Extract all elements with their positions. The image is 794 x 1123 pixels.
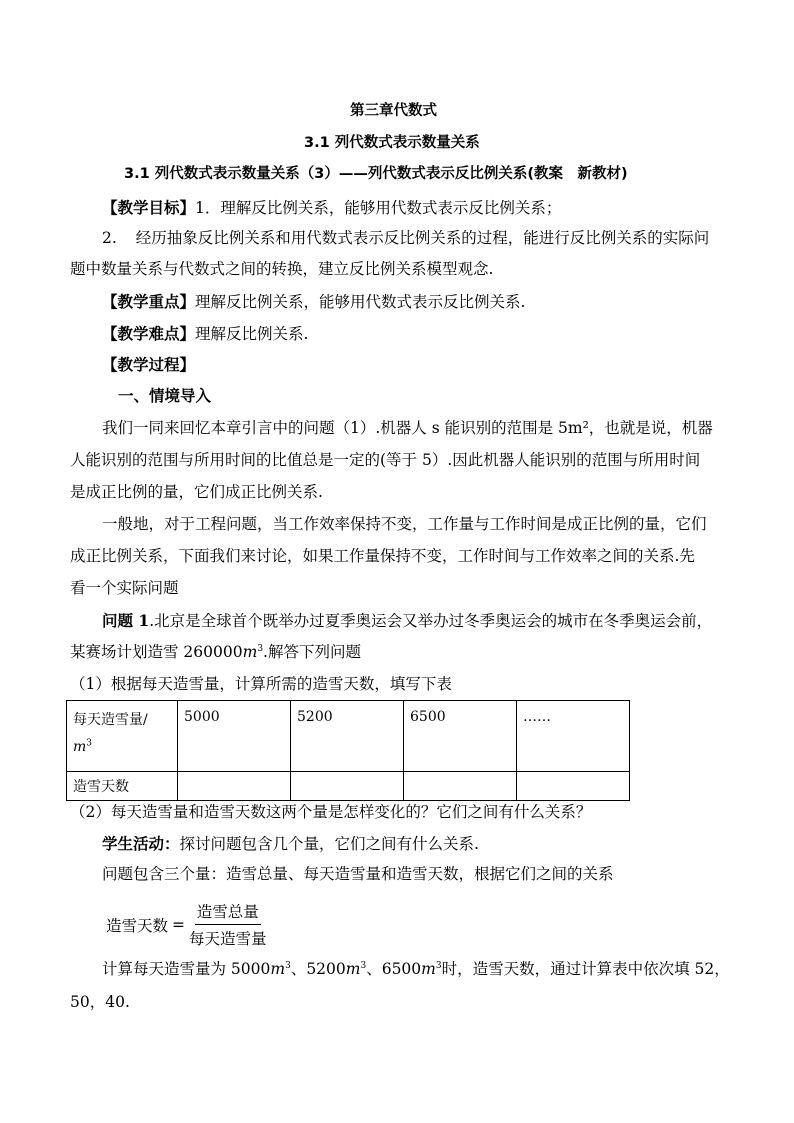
formula-lhs: 造雪天数	[106, 916, 169, 935]
difficulty-label: 【教学难点】	[102, 324, 196, 343]
table-row	[67, 701, 630, 772]
calc-unit: m	[345, 960, 361, 978]
problem-line	[102, 613, 712, 630]
table-empty-cell	[291, 772, 404, 801]
table-empty-cell	[178, 772, 291, 801]
activity-line-2: 问题包含三个量：造雪总量、每天造雪量和造雪天数，根据它们之间的关系	[102, 865, 614, 883]
key-line	[102, 294, 525, 311]
intro-p2-c: 看一个实际问题	[70, 579, 179, 597]
table-cell: 6500	[404, 701, 517, 772]
table-row	[67, 772, 630, 801]
problem-line-b	[70, 645, 361, 661]
difficulty-line	[102, 326, 308, 343]
formula-fraction	[189, 900, 267, 949]
activity-line	[102, 836, 479, 853]
table-empty-cell	[517, 772, 630, 801]
problem-text-b-post: .解答下列问题	[263, 643, 361, 661]
intro-heading: 一、情境导入	[118, 386, 212, 405]
goals-label: 【教学目标】	[102, 198, 196, 217]
goals-item2-text: 经历抽象反比例关系和用代数式表示反比例关系的过程，能进行反比例关系的实际问	[135, 229, 710, 247]
calc-post: 时，造雪天数，通过计算表中依次填 52，	[441, 960, 730, 978]
process-label: 【教学过程】	[102, 355, 196, 374]
calc-line-2: 50，40.	[70, 993, 130, 1011]
calc-unit: m	[270, 960, 286, 978]
formula	[106, 900, 267, 949]
formula-numerator: 造雪总量	[195, 900, 261, 925]
problem-unit: m	[242, 643, 258, 661]
table-header-label: 每天造雪量/	[73, 712, 148, 728]
table-cell: ……	[517, 701, 630, 772]
key-label: 【教学重点】	[102, 292, 196, 311]
key-text: 理解反比例关系，能够用代数式表示反比例关系.	[195, 293, 526, 311]
calc-line	[102, 962, 730, 978]
table-cell: 5000	[178, 701, 291, 772]
section-title: 3.1 列代数式表示数量关系	[304, 135, 480, 151]
table-header-exp: 3	[86, 738, 93, 749]
intro-p2-b: 成正比例关系，下面我们来讨论，如果工作量保持不变，工作时间与工作效率之间的关系.先	[70, 547, 695, 565]
goals-item1: 1．理解反比例关系，能够用代数式表示反比例关系；	[195, 199, 562, 217]
calc-exp: 3	[435, 960, 442, 971]
goals-item2-line	[102, 231, 709, 247]
table-empty-cell	[404, 772, 517, 801]
problem-text-b-pre: 某赛场计划造雪 260000	[70, 643, 243, 661]
table-header-unit: m	[73, 739, 87, 755]
problem-text-a: .北京是全球首个既举办过夏季奥运会又举办过冬季奥运会的城市在冬季奥运会前，	[149, 612, 713, 630]
goals-line	[102, 200, 561, 217]
calc-exp: 3	[285, 960, 291, 971]
intro-p1-b: 人能识别的范围与所用时间的比值总是一定的(等于 5）.因此机器人能识别的范围与所用时间	[70, 451, 701, 469]
question-2: （2）每天造雪量和造雪天数这两个量是怎样变化的？它们之间有什么关系？	[70, 803, 592, 821]
formula-denominator: 每天造雪量	[189, 930, 267, 948]
problem-unit-exp: 3	[257, 643, 264, 654]
calc-v2: 、5200	[290, 960, 346, 978]
snow-table	[66, 700, 630, 801]
intro-p2-a: 一般地，对于工程问题，当工作效率保持不变，工作量与工作时间是成正比例的量，它们	[102, 515, 707, 533]
calc-unit: m	[421, 960, 436, 978]
difficulty-text: 理解反比例关系.	[195, 325, 309, 343]
question-1: （1）根据每天造雪量，计算所需的造雪天数，填写下表	[70, 675, 452, 693]
intro-p1-c: 是成正比例的量，它们成正比例关系.	[70, 483, 323, 501]
formula-equals: =	[172, 915, 186, 934]
lesson-title: 3.1 列代数式表示数量关系（3）——列代数式表示反比例关系(教案 新教材)	[124, 166, 628, 182]
goals-item2-cont: 题中数量关系与代数式之间的转换，建立反比例关系模型观念.	[70, 260, 494, 278]
activity-label: 学生活动：	[102, 834, 180, 853]
table-header-cell	[67, 701, 178, 772]
intro-p1-a: 我们一同来回忆本章引言中的问题（1）.机器人 s 能识别的范围是 5m²，也就是说，机器	[102, 419, 713, 437]
calc-exp: 3	[360, 960, 367, 971]
calc-pre: 计算每天造雪量为 5000	[102, 960, 271, 978]
table-header-cell: 造雪天数	[67, 772, 178, 801]
activity-text: 探讨问题包含几个量，它们之间有什么关系.	[179, 835, 479, 853]
goals-item2-number: 2.	[102, 229, 117, 247]
chapter-title: 第三章代数式	[350, 103, 437, 119]
table-cell: 5200	[291, 701, 404, 772]
calc-v3: 、6500	[366, 960, 422, 978]
problem-label: 问题 1	[102, 611, 150, 630]
